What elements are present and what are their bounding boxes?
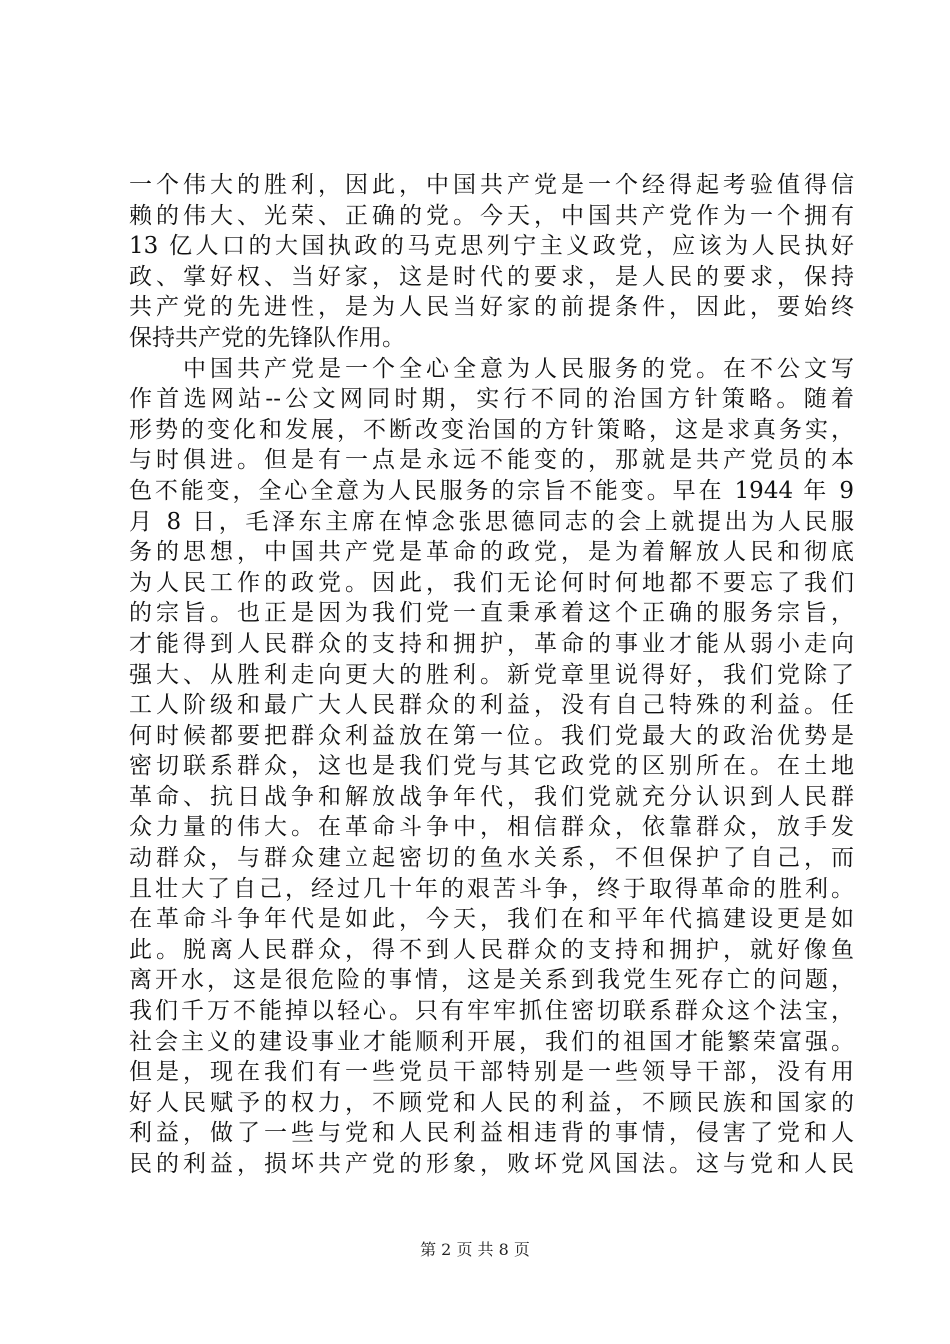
text-line: 的宗旨。也正是因为我们党一直秉承着这个正确的服务宗旨， bbox=[129, 600, 854, 627]
text-line: 才能得到人民群众的支持和拥护，革命的事业才能从弱小走向 bbox=[129, 630, 854, 657]
page-number-footer: 第 2 页 共 8 页 bbox=[420, 1240, 530, 1259]
text-line: 社会主义的建设事业才能顺利开展，我们的祖国才能繁荣富强。 bbox=[129, 1028, 854, 1055]
text-line: 好人民赋予的权力，不顾党和人民的利益，不顾民族和国家的 bbox=[129, 1089, 854, 1116]
text-line: 与时俱进。但是有一点是永远不能变的，那就是共产党员的本 bbox=[129, 447, 854, 474]
text-line: 但是，现在我们有一些党员干部特别是一些领导干部，没有用 bbox=[129, 1059, 854, 1086]
text-line: 月 8 日，毛泽东主席在悼念张思德同志的会上就提出为人民服 bbox=[129, 508, 854, 535]
text-line: 众力量的伟大。在革命斗争中，相信群众，依靠群众，放手发 bbox=[129, 814, 854, 841]
text-line: 保持共产党的先锋队作用。 bbox=[129, 324, 405, 351]
text-line: 密切联系群众，这也是我们党与其它政党的区别所在。在土地 bbox=[129, 753, 854, 780]
text-line: 此。脱离人民群众，得不到人民群众的支持和拥护，就好像鱼 bbox=[129, 936, 854, 963]
text-line: 作首选网站--公文网同时期，实行不同的治国方针策略。随着 bbox=[129, 386, 854, 413]
text-line: 共产党的先进性，是为人民当好家的前提条件，因此，要始终 bbox=[129, 294, 854, 321]
text-line: 13 亿人口的大国执政的马克思列宁主义政党，应该为人民执好 bbox=[129, 233, 854, 260]
text-line: 革命、抗日战争和解放战争年代，我们党就充分认识到人民群 bbox=[129, 783, 854, 810]
text-line: 色不能变，全心全意为人民服务的宗旨不能变。早在 1944 年 9 bbox=[129, 477, 854, 504]
body-text bbox=[129, 170, 854, 1180]
text-line: 何时候都要把群众利益放在第一位。我们党最大的政治优势是 bbox=[129, 722, 854, 749]
text-line: 为人民工作的政党。因此，我们无论何时何地都不要忘了我们 bbox=[129, 569, 854, 596]
text-line: 我们千万不能掉以轻心。只有牢牢抓住密切联系群众这个法宝， bbox=[129, 998, 854, 1025]
text-line: 中国共产党是一个全心全意为人民服务的党。在不公文写 bbox=[129, 355, 854, 382]
text-line: 赖的伟大、光荣、正确的党。今天，中国共产党作为一个拥有 bbox=[129, 202, 854, 229]
text-line: 强大、从胜利走向更大的胜利。新党章里说得好，我们党除了 bbox=[129, 661, 854, 688]
text-line: 形势的变化和发展，不断改变治国的方针策略，这是求真务实， bbox=[129, 416, 854, 443]
text-line: 离开水，这是很危险的事情，这是关系到我党生死存亡的问题， bbox=[129, 967, 854, 994]
text-line: 一个伟大的胜利，因此，中国共产党是一个经得起考验值得信 bbox=[129, 172, 854, 198]
text-line: 且壮大了自己，经过几十年的艰苦斗争，终于取得革命的胜利。 bbox=[129, 875, 854, 902]
text-line: 政、掌好权、当好家，这是时代的要求，是人民的要求，保持 bbox=[129, 263, 854, 290]
text-line: 务的思想，中国共产党是革命的政党，是为着解放人民和彻底 bbox=[129, 539, 854, 566]
text-line: 民的利益，损坏共产党的形象，败坏党风国法。这与党和人民 bbox=[129, 1151, 854, 1177]
text-line: 在革命斗争年代是如此，今天，我们在和平年代搞建设更是如 bbox=[129, 906, 854, 933]
text-line: 工人阶级和最广大人民群众的利益，没有自己特殊的利益。任 bbox=[129, 692, 854, 719]
text-line: 动群众，与群众建立起密切的鱼水关系，不但保护了自己，而 bbox=[129, 845, 854, 872]
text-line: 利益，做了一些与党和人民利益相违背的事情，侵害了党和人 bbox=[129, 1120, 854, 1147]
